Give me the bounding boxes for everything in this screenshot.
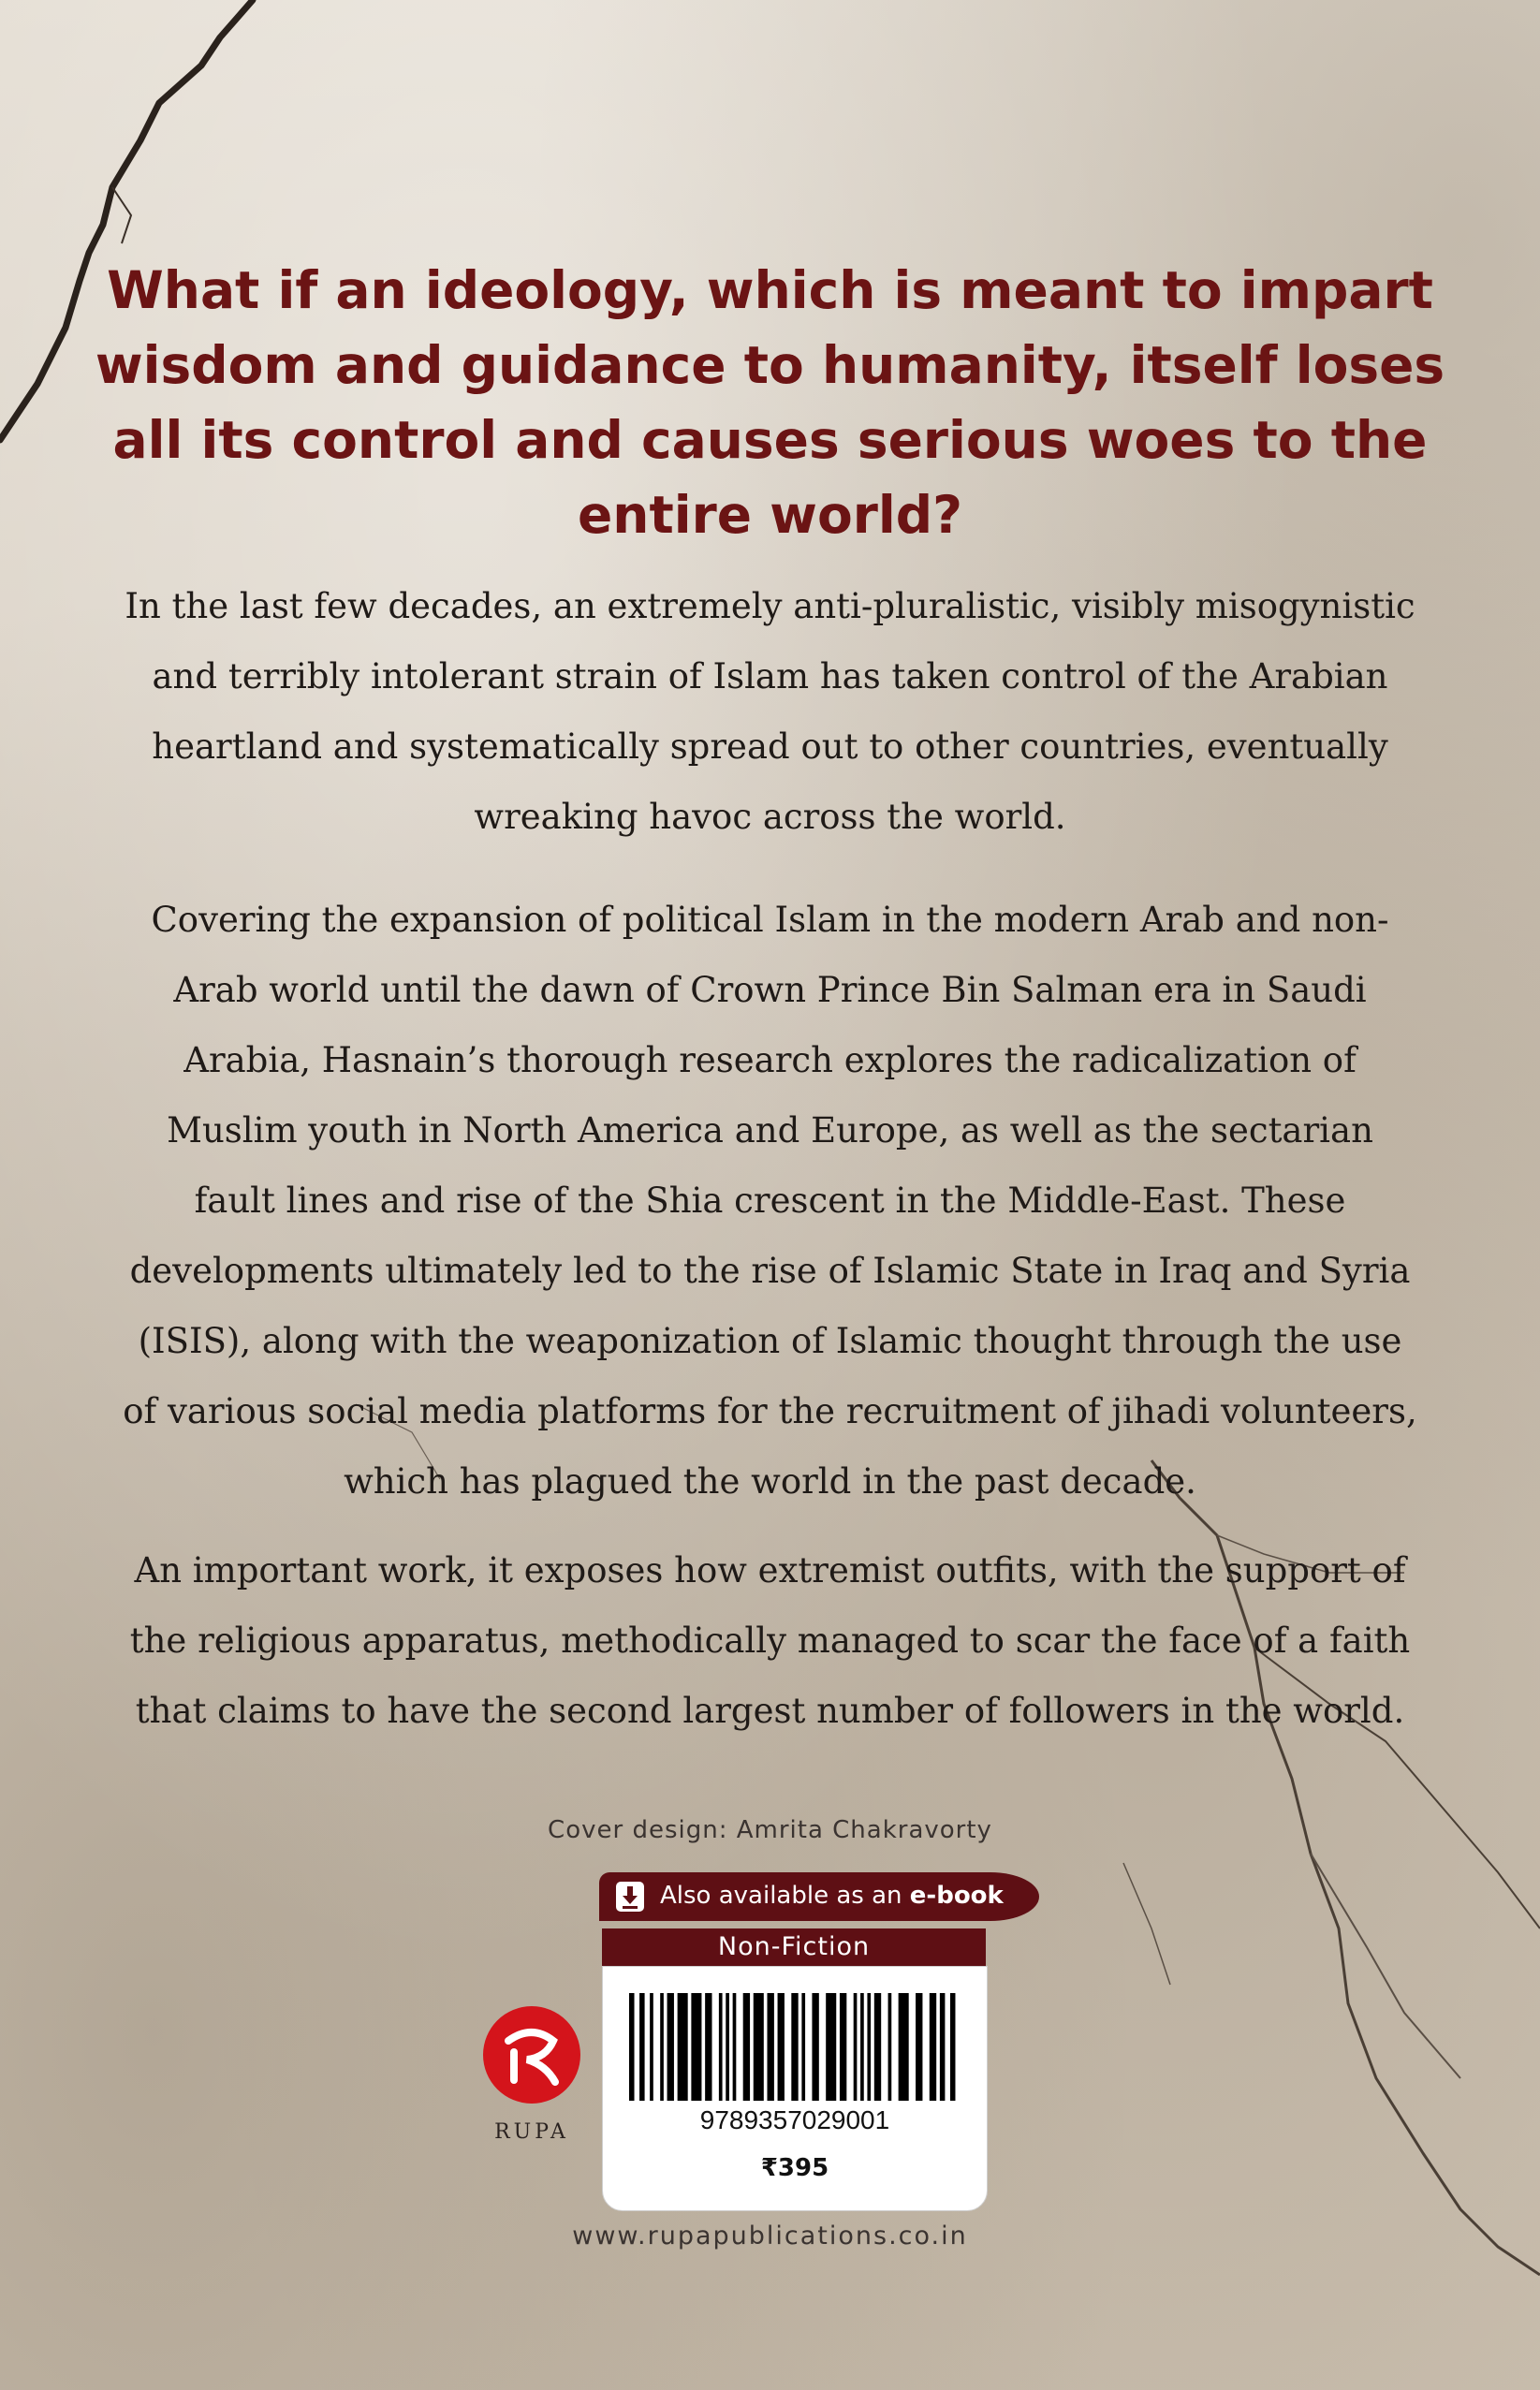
barcode-bar: [629, 1993, 635, 2101]
barcode-bar: [874, 1993, 881, 2101]
publisher-website: www.rupapublications.co.in: [572, 2221, 968, 2251]
barcode-bar: [768, 1993, 774, 2101]
price: ₹395: [760, 2154, 829, 2182]
barcode-bar: [639, 1993, 645, 2101]
barcode-bar: [733, 1993, 737, 2101]
ebook-label-emphasis: e-book: [909, 1882, 1004, 1910]
barcode-bar: [940, 1993, 946, 2101]
ebook-availability-tab: [599, 1872, 1039, 1921]
barcode-bar: [754, 1993, 764, 2101]
rupa-logo-icon: [480, 2003, 583, 2106]
barcode-bar: [691, 1993, 701, 2101]
cover-design-credit: Cover design: Amrita Chakravorty: [548, 1816, 992, 1844]
barcode-bar: [826, 1993, 836, 2101]
barcode-bar: [916, 1993, 922, 2101]
barcode-bar: [726, 1993, 729, 2101]
barcode-bar: [743, 1993, 750, 2101]
isbn-barcode: [629, 1993, 961, 2101]
barcode-bar: [860, 1993, 864, 2101]
ebook-label-prefix: Also available as an: [660, 1882, 902, 1910]
isbn-number: 9789357029001: [699, 2105, 890, 2134]
barcode-bar: [778, 1993, 785, 2101]
ebook-label: [660, 1882, 1004, 1910]
barcode-bar: [801, 1993, 805, 2101]
barcode-bar: [678, 1993, 688, 2101]
barcode-bar: [719, 1993, 723, 2101]
genre-label: Non-Fiction: [602, 1928, 986, 1966]
barcode-bar: [899, 1993, 909, 2101]
download-icon: [614, 1880, 646, 1913]
blurb-paragraph-2: Covering the expansion of political Islam in the modern Arab and non-Arab world until the dawn of Crown Prince Bin Salman era in Saudi Arabia, Hasnain’s thorough research explores the radicalization of Muslim youth in North America and Europe, as well as the sectarian fault lines and rise of the Shia crescent in the Middle-East. These developments ultimately led to the rise of Islamic State in Iraq and Syria (ISIS), along with the weaponization of Islamic thought through the use of various social media platforms for the recruitment of jihadi volunteers, which has plagued the world in the past decade.: [123, 900, 1417, 1502]
barcode-bar: [812, 1993, 818, 2101]
headline: What if an ideology, which is meant to impart wisdom and guidance to humanity, itself loses all its control and causes serious woes to the entire world?: [95, 260, 1445, 545]
barcode-bar: [840, 1993, 846, 2101]
barcode-card: [602, 1966, 988, 2211]
barcode-bar: [888, 1993, 892, 2101]
barcode-bar: [867, 1993, 871, 2101]
blurb-paragraph-1: In the last few decades, an extremely anti-pluralistic, visibly misogynistic and terribly intolerant strain of Islam has taken control of the Arabian heartland and systematically spread out to other countries, eventually wreaking havoc across the world.: [125, 586, 1415, 837]
barcode-bar: [667, 1993, 674, 2101]
barcode-bar: [854, 1993, 858, 2101]
barcode-bar: [791, 1993, 798, 2101]
barcode-bar: [660, 1993, 664, 2101]
publisher-name: RUPA: [494, 2120, 569, 2144]
blurb-paragraph-3: An important work, it exposes how extremist outfits, with the support of the religious apparatus, methodically managed to scar the face of a faith that claims to have the second largest number of followers in the world.: [129, 1550, 1411, 1731]
barcode-bar: [950, 1993, 956, 2101]
barcode-bar: [930, 1993, 936, 2101]
barcode-bar: [705, 1993, 711, 2101]
barcode-bar: [650, 1993, 653, 2101]
